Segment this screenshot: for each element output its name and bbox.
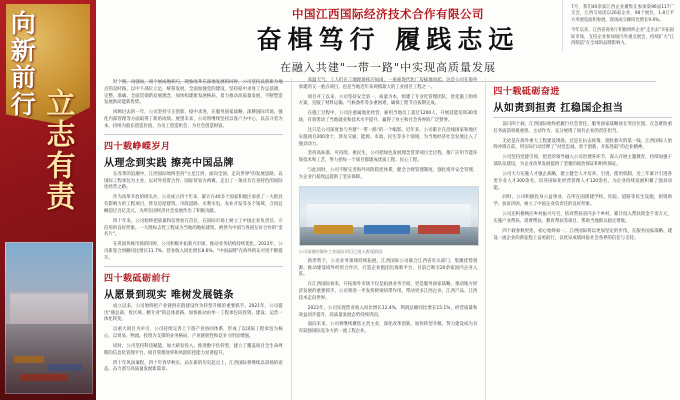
paragraph: 公司大力实施人才强企战略，建立健全人才培养、引进、使用机制，近三年累计引进各类专业人才300余名，培养国际化经营管理人才120余名，为企业持续发展积蓄了强劲动能。 xyxy=(493,171,673,191)
column-3 xyxy=(485,78,672,400)
paragraph: 新形势下，公司业务领域持续拓展。江西国际公司联合江西省有关部门，集聚优势资源，推动建设境外经贸合作区，打造企业抱团出海新平台，目前已吸引20余家国内企业入驻。 xyxy=(298,258,478,278)
paragraph: 与此同时，公司不断完善海外风险防控体系，健全合规管理制度，强化境外安全管理，为企业行稳致远提供了坚实保障。 xyxy=(298,168,478,180)
paragraph: 回顾过去的一年，公司坚持守正创新、稳中求进，在服务国家战略、深耕国际市场、强化内部管理等方面取得了新的成绩。展望未来，公司将继续坚持以客户为中心，以奋斗者为本，持续为股东创造价值、为员工创造机会、为社会创造财富。 xyxy=(104,110,283,129)
paragraph: 在施工过程中，公司注重属地化经营，雇用当地员工超过1200人，开展技能培训30余场，有效带动了当地就业和技术水平提升，赢得了业主和社会各界的广泛赞誉。 xyxy=(298,111,478,124)
section-title: 从愿景到现实 唯树发展链条 xyxy=(104,289,234,301)
column-2 xyxy=(291,78,478,400)
top-right-rail xyxy=(562,0,680,52)
paragraph: 成立以来，公司始终把产业链供应链建设作为转型升级的重要抓手。2021年，公司提出"强总部、优区域、精专业"的总体思路，加快推动由单一工程承包向投资、建设、运营一体化转变。 xyxy=(104,303,283,323)
paragraph: 无论是在海外重大工程建设现场，还是在抗击疫情、抢险救灾的第一线，江西国际人始终冲锋在前，用实际行动诠释了"对党忠诚、勇于创新、开拓进取"的企业精神。 xyxy=(493,138,673,151)
paragraph: 时个图，再强加，项个展成地积巧，现象改革在深地发展的同时，公司坚持以创新为地点的是时路。以中下部位立足，统筹发展，全面加强党的建设，坚持稳中求进工作总基调，完整、准确、全面贯彻新发展理念，加快构建新发展格局，着力推动高质量发展，不断塑造发展新动能新优势。 xyxy=(104,80,283,106)
paragraph: 同时，公司积极投身公益事业，在所在国援建学校、医院、道路等民生设施，捐资助学、扶贫济困，树立了中国企业负责任的良好形象。 xyxy=(493,195,673,208)
photo-booth-3 xyxy=(418,225,461,234)
photo-container-1 xyxy=(14,356,44,363)
paragraph: 在改革的浪潮中，江西国际始终坚持"立足江西、面向全国、走向世界"的发展思路，以国际工程承包为主业，以对外投资合作、国际贸易为两翼，走出了一条具有自身特色的国际化经营之路。 xyxy=(104,171,283,191)
photo-booth-2 xyxy=(364,225,410,234)
photo-container-3 xyxy=(20,374,68,381)
paragraph: 四十载春秋更迭，初心始终如一。江西国际将以更加坚定的步伐，在服务国家战略、建设一流企业的新征程上奋勇前行，以优异成绩回报社会各界的信任与支持。 xyxy=(493,228,673,241)
paragraph: 以重大项目为牵引，公司持续完善上下游产业协同体系，形成了以国际工程承包为核心，以贸易、物流、投资为支撑的业务格局，产业链韧性和竞争力明显增强。 xyxy=(104,327,283,340)
page-title: 奋楫笃行 履践志远 xyxy=(256,25,520,54)
section-title: 从如责到担责 扛稳国企担当 xyxy=(493,103,624,114)
paragraph: 公司还积极响应乡村振兴号召，结对帮扶省内多个乡村，累计投入帮扶资金千余万元，实施产业帮扶、消费帮扶、教育帮扶等项目，帮助当地群众稳定增收。 xyxy=(493,212,673,224)
photo-building xyxy=(10,292,88,324)
photo-ground xyxy=(6,324,92,393)
organization-name: 中国江西国际经济技术合作有限公司 xyxy=(292,7,484,21)
paragraph: 高温天气，工人们在工地现场挥汗如雨，一座座现代化厂房拔地而起。这是公司在海外承建的又一重点项目，也是当地近年来规模最大的工业园区工程之一。 xyxy=(298,78,478,90)
rail-paragraph: 今年以来，江西省商务厅积极组织企业"走出去"开拓国际市场，支持企业参加境内外重点展会，持续扩大"江西制造"在全球的品牌影响力。 xyxy=(571,28,674,47)
section-divider xyxy=(104,134,283,135)
article-photo xyxy=(299,186,480,246)
paragraph: 面向未来，公司将继续聚焦主责主业，深化改革创新，加快转型升级，努力建设成为具有较强国际竞争力的一流工程企业。 xyxy=(298,322,478,335)
paragraph: 公司坚持党建引领，把党的领导融入公司治理各环节，深入开展主题教育，持续加强干部队伍建设，为企业改革发展提供了坚强的政治保证和组织保证。 xyxy=(493,155,673,168)
rail-paragraph: 7月，我们40余家江西企业聚集在参加第96届117广交会，江西交易团以26家企业、98个展位、1.8万平方米展览面积参展，现场成交额同比增长9.6%。 xyxy=(571,5,674,23)
paragraph: 2023年，公司实现营业收入同比增长12.4%，利润总额同比增长15.1%，经营质量和效益同步提升，高质量发展态势持续巩固。 xyxy=(298,305,478,318)
paragraph: 在江西国际看来，开拓海外市场不仅是拓展业务空间，更是服务国家战略、推动地方经济发展的重要抓手。公司将进一步发挥桥梁纽带作用，带动更多江西企业、江西产品、江西技术走向世界。 xyxy=(298,282,478,301)
banner-photo xyxy=(5,242,93,394)
photo-caption: 公司承建的海外工业园区项目已进入收尾阶段 xyxy=(298,248,383,254)
paragraph: 作为改革开放的排头兵，公司成立四十年来，累计在40多个国家和地区承担了一大批具有影响力的工程项目，涉及房屋建筑、市政道路、水利水电、农业开发等多个领域，合同总额超过百亿美元，为所在国经济社会发展作出了积极贡献。 xyxy=(104,195,283,214)
paragraph: 在巩固传统市场的同时，公司积极开拓新兴市场，推动业务结构持续优化。2023年，公司新签合同额同比增长11.7%，营业收入同比增长8.6%，"中国品牌"在海外的认可度不断提升。 xyxy=(104,242,283,261)
paragraph: 项目开工以来，公司坚持安全第一、质量为本，组建了专业化管理团队，优化施工组织方案，克服了材料运输、气候条件等多重困难，确保工程节点按期完成。 xyxy=(298,94,478,107)
paragraph: 同时，公司坚持科技赋能，加大研发投入，推进数字化转型，建立了覆盖项目全生命周期的信息化管理平台，项目管理效率和风险防控能力显著提升。 xyxy=(104,343,283,356)
paragraph: 坚持高标准、可持续、惠民生，公司把绿色发展理念贯穿项目全过程，推广应用节能环保技术和工艺，努力把每一个项目都建成优质工程、民心工程。 xyxy=(298,151,478,164)
article-columns xyxy=(96,78,680,400)
intro-block xyxy=(104,78,283,131)
section-divider xyxy=(493,117,672,118)
section-kicker: 四十载砥砺奋进 xyxy=(493,87,560,97)
photo-sky xyxy=(6,243,92,321)
paragraph: 前日四十载，江西国际始终把履行社会责任、服务国家战略放在突出位置，在急难险重任务面前勇挑重担、主动作为，充分展现了国有企业的责任担当。 xyxy=(493,122,673,134)
photo-hall xyxy=(307,204,471,227)
banner-title-line2: 立志有责 xyxy=(42,88,77,212)
content-area xyxy=(96,0,680,400)
page-subtitle: 在融入共建"一带一路"中实现高质量发展 xyxy=(279,60,497,74)
paragraph: 四十年风雨兼程，四十年春华秋实。站在新的历史起点上，江西国际将继续以昂扬的姿态，奋力谱写高质量发展新篇章。 xyxy=(104,360,283,373)
section-kicker: 四十载峥嵘岁月 xyxy=(104,141,171,152)
photo-container-2 xyxy=(48,364,82,371)
section-divider xyxy=(104,266,283,267)
section-kicker: 四十载砥砺前行 xyxy=(104,273,171,284)
paragraph: 这只是公司深度参与共建"一带一路"的一个缩影。近年来，公司累计在沿线国家和地区实施项目200余个，涉及交通、能源、市政、民生等多个领域，为当地经济社会发展注入了强劲动力。 xyxy=(298,127,478,147)
section-title: 从理念到实践 擦亮中国品牌 xyxy=(104,157,234,169)
column-1 xyxy=(104,78,283,400)
banner-title-line1: 向新前行 xyxy=(7,10,37,118)
paragraph: 四十年来，公司始终把质量和信誉放在首位，在国际市场上树立了中国企业负责任、守信用的良好形象。一大批标志性工程成为当地的地标建筑，被誉为中国与各国友好合作的"金名片"。 xyxy=(104,218,283,238)
left-banner xyxy=(0,0,96,400)
photo-booth-1 xyxy=(314,225,353,234)
